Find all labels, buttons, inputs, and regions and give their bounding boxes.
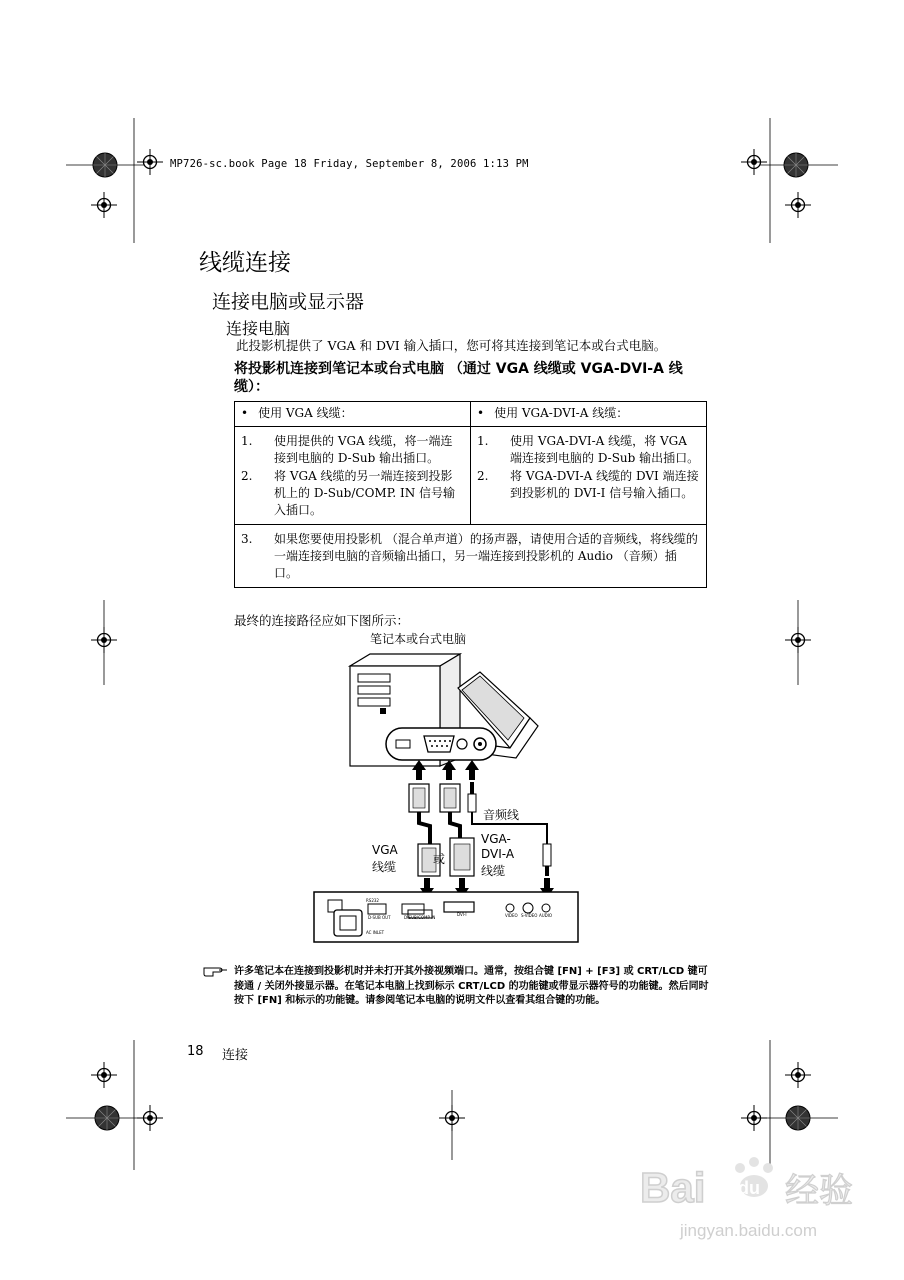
- panel-svideo-label: S-VIDEO: [521, 913, 538, 918]
- vga-column-header: [235, 402, 471, 427]
- baidu-watermark-logo: [640, 1150, 860, 1220]
- or-label: 或: [433, 852, 446, 866]
- pointing-hand-icon: [203, 964, 229, 978]
- list-item: 2. 将 VGA-DVI-A 线缆的 DVI 端连接到投影机的 DVI-I 信号输入插口。: [477, 469, 699, 500]
- dvi-cable-label-1: VGA-: [481, 832, 511, 846]
- diagram-title: 笔记本或台式电脑: [370, 632, 467, 646]
- svg-text:du: du: [738, 1178, 760, 1198]
- bullet: •: [241, 406, 249, 420]
- dvi-steps-cell: [471, 427, 707, 525]
- panel-rs232-label: RS232: [366, 898, 379, 903]
- panel-video-label: VIDEO: [505, 913, 518, 918]
- panel-dsub-out-label: D-SUB OUT: [368, 915, 391, 920]
- svg-text:经验: 经验: [785, 1171, 853, 1211]
- footer-section: 连接: [222, 1048, 249, 1063]
- dvi-cable-label-2: DVI-A: [481, 847, 515, 861]
- dvi-cable-label-3: 线缆: [481, 864, 506, 878]
- watermark-url: jingyan.baidu.com: [680, 1221, 818, 1240]
- list-item: 2. 将 VGA 线缆的另一端连接到投影机上的 D-Sub/COMP. IN 信号输入插口。: [241, 469, 456, 517]
- intro-paragraph: 此投影机提供了 VGA 和 DVI 输入插口，您可将其连接到笔记本或台式电脑。: [236, 338, 667, 353]
- list-item: 3. 如果您要使用投影机 （混合单声道）的扬声器，请使用合适的音频线，将线缆的一端连接到电脑的音频输出插口，另一端连接到投影机的 Audio （音频）插口。: [241, 532, 698, 580]
- print-header: MP726-sc.book Page 18 Friday, September 8, 2006 1:13 PM: [170, 158, 529, 170]
- note-text: 许多笔记本在连接到投影机时并未打开其外接视频端口。通常，按组合键 [FN] + [F3] 或 CRT/LCD 键可接通 / 关闭外接显示器。在笔记本电脑上找到标示 CRT/LCD 的功能键或带显示器符号的功能键。然后同时按下 [FN] 和标示的功能键。请参阅笔记本电脑的说明文件以查看其组合键的功能。: [234, 966, 709, 1006]
- vga-header-text: 使用 VGA 线缆：: [258, 406, 353, 420]
- panel-audio-label: AUDIO: [539, 913, 553, 918]
- sub-subsection-title: 连接电脑: [226, 319, 291, 338]
- computer-ports-callout: [386, 728, 496, 760]
- vga-cable-label-2: 线缆: [372, 860, 397, 874]
- audio-step-cell: [235, 525, 707, 588]
- section-title: 线缆连接: [199, 250, 291, 276]
- svg-text:Bai: Bai: [640, 1164, 706, 1211]
- page-number: 18: [187, 1044, 204, 1059]
- subsection-title: 连接电脑或显示器: [212, 291, 365, 313]
- final-path-text: 最终的连接路径应如下图所示：: [234, 613, 410, 628]
- panel-dvi-label: DVI-I: [457, 912, 467, 917]
- list-item: 1. 使用 VGA-DVI-A 线缆，将 VGA 端连接到电脑的 D-Sub 输出插口。: [477, 434, 700, 465]
- vga-cable-label-1: VGA: [372, 843, 398, 857]
- dvi-header-text: 使用 VGA-DVI-A 线缆：: [494, 406, 629, 420]
- connection-diagram: [310, 648, 590, 948]
- panel-dsub-comp-in-label: D-SUB/COMP IN: [404, 915, 436, 920]
- connection-steps-table: [234, 401, 707, 588]
- panel-ac-inlet-label: AC INLET: [366, 930, 385, 935]
- dvi-column-header: [471, 402, 707, 427]
- vga-steps-cell: [235, 427, 471, 525]
- bullet: •: [477, 406, 485, 420]
- list-item: 1. 使用提供的 VGA 线缆，将一端连接到电脑的 D-Sub 输出插口。: [241, 434, 453, 465]
- procedure-heading: 将投影机连接到笔记本或台式电脑 （通过 VGA 线缆或 VGA-DVI-A 线缆）：: [234, 361, 683, 395]
- audio-cable-label: 音频线: [483, 808, 520, 822]
